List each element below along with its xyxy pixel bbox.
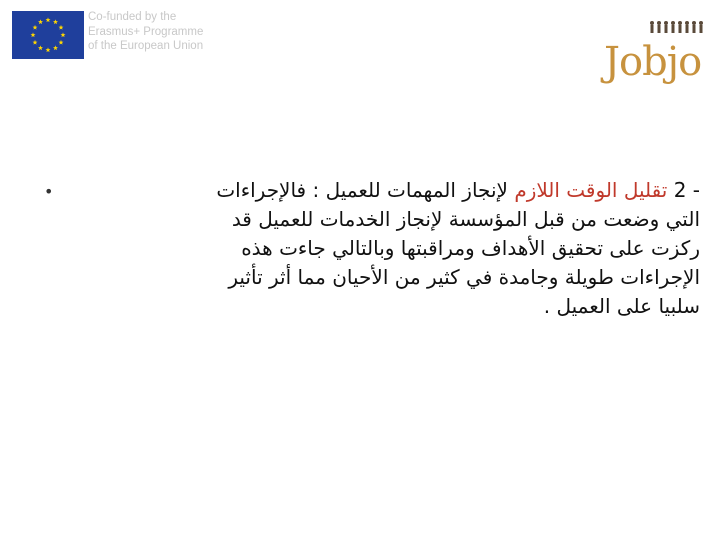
people-icon <box>648 20 704 34</box>
text-line-2: التي وضعت من قبل المؤسسة لإنجاز الخدمات للعميل قد <box>231 207 700 231</box>
line1-text: لإنجاز المهمات للعميل : فالإجراءات <box>216 178 515 202</box>
eu-text-line: Erasmus+ Programme <box>88 25 204 38</box>
text-line-4: الإجراءات طويلة وجامدة في كثير من الأحيان مما أثر تأثير <box>228 265 700 289</box>
eu-logo <box>10 8 230 58</box>
eu-text-line: Co-funded by the <box>88 11 177 23</box>
eu-text-line: of the European Union <box>88 40 204 52</box>
jobjo-wordmark: Jobjo <box>604 39 702 85</box>
item-number: 2 - <box>673 178 700 202</box>
text-line-3: ركزت على تحقيق الأهداف ومراقبتها وبالتالي جاءت هذه <box>241 236 700 260</box>
bullet-marker: • <box>44 182 54 201</box>
slide-body-text <box>60 176 700 321</box>
text-line-5: سلبيا على العميل . <box>543 294 700 318</box>
jobjo-logo <box>600 20 710 90</box>
eu-funding-text <box>88 10 238 54</box>
text-line-1 <box>60 176 700 205</box>
eu-flag-icon <box>12 11 84 59</box>
highlighted-phrase: تقليل الوقت اللازم <box>514 178 668 202</box>
